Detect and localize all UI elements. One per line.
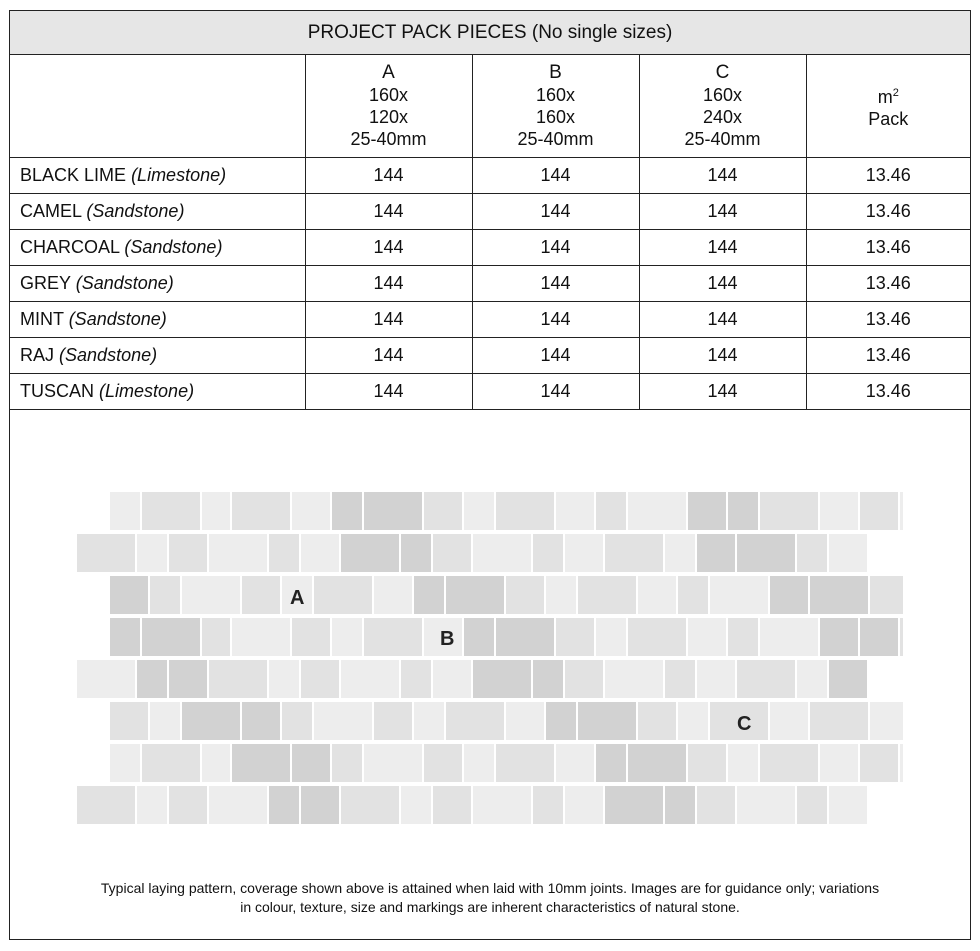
paving-stone [232, 492, 290, 530]
paving-stone [433, 534, 471, 572]
paving-stone [546, 576, 576, 614]
paving-stone [728, 744, 758, 782]
paving-stone [829, 786, 867, 824]
qty-b-cell: 144 [472, 266, 639, 302]
paving-stone [820, 744, 858, 782]
qty-b-cell: 144 [472, 302, 639, 338]
paving-stone [401, 660, 431, 698]
paving-stone [182, 702, 240, 740]
note-line-2: in colour, texture, size and markings are inherent characteristics of natural stone. [240, 899, 740, 915]
paving-stone [829, 534, 867, 572]
paving-stone [341, 660, 399, 698]
paving-stone [242, 576, 280, 614]
qty-a-cell: 144 [305, 230, 472, 266]
paving-stone [232, 618, 290, 656]
paving-stone [314, 576, 372, 614]
paving-stone [341, 534, 399, 572]
paving-stone [433, 786, 471, 824]
qty-c-cell: 144 [639, 266, 806, 302]
paving-stone [760, 618, 818, 656]
paving-stone [433, 660, 471, 698]
stone-type: (Sandstone) [75, 273, 174, 293]
paving-stone [533, 660, 563, 698]
paving-stone [697, 660, 735, 698]
stone-name: BLACK LIME [20, 165, 127, 185]
paving-stone [496, 492, 554, 530]
paving-stone [737, 534, 795, 572]
stone-name: MINT [20, 309, 64, 329]
paving-stone [110, 702, 148, 740]
paving-stone [688, 618, 726, 656]
paving-stone [728, 492, 758, 530]
col-size2: 120x [368, 107, 409, 127]
paving-stone [142, 492, 200, 530]
paving-stone [292, 492, 330, 530]
paving-stone [860, 618, 898, 656]
paving-stone [473, 786, 531, 824]
note-line-1: Typical laying pattern, coverage shown above is attained when laid with 10mm joints. Images are for guidance only; variations [100, 880, 880, 896]
paving-stone [242, 702, 280, 740]
paving-stone [332, 618, 362, 656]
paving-stone [506, 576, 544, 614]
paving-stone [401, 786, 431, 824]
paving-stone [446, 702, 504, 740]
pack-m2-cell: 13.46 [806, 338, 970, 374]
qty-a-cell: 144 [305, 374, 472, 410]
paving-stone [110, 618, 140, 656]
paving-stone [374, 702, 412, 740]
paving-stone [628, 744, 686, 782]
paving-stone [209, 660, 267, 698]
paving-stone [301, 534, 339, 572]
paving-stone [578, 576, 636, 614]
stone-type: (Sandstone) [124, 237, 223, 257]
paving-stone [697, 786, 735, 824]
paving-stone [565, 534, 603, 572]
paving-stone [332, 492, 362, 530]
paving-stone [533, 534, 563, 572]
paving-stone [578, 702, 636, 740]
paving-stone [137, 786, 167, 824]
paving-stone [605, 660, 663, 698]
paving-stone [77, 534, 135, 572]
col-size2: 160x [535, 107, 576, 127]
paving-stone [810, 576, 868, 614]
paving-stone [638, 702, 676, 740]
paving-stone [314, 702, 372, 740]
paving-stone [209, 534, 267, 572]
paving-stone [364, 492, 422, 530]
paving-stone [665, 534, 695, 572]
paving-stone [770, 576, 808, 614]
paving-stone [77, 786, 135, 824]
stone-name: TUSCAN [20, 381, 95, 401]
paving-stone [710, 576, 768, 614]
qty-b-cell: 144 [472, 374, 639, 410]
paving-stone [900, 492, 903, 530]
paving-stone [797, 534, 827, 572]
laying-pattern-image [10, 11, 970, 938]
paving-stone [900, 744, 903, 782]
pack-label: Pack [868, 109, 909, 129]
paving-stone [605, 786, 663, 824]
paving-stone [760, 492, 818, 530]
paving-stone [150, 576, 180, 614]
qty-a-cell: 144 [305, 338, 472, 374]
paving-stone [678, 702, 708, 740]
paving-stone [202, 618, 230, 656]
col-code: C [715, 62, 730, 83]
paving-stone [605, 534, 663, 572]
qty-a-cell: 144 [305, 194, 472, 230]
paving-stone [737, 786, 795, 824]
paving-stone [364, 744, 422, 782]
stone-name: CHARCOAL [20, 237, 120, 257]
paving-stone [870, 576, 903, 614]
paving-stone [414, 576, 444, 614]
paving-stone [374, 576, 412, 614]
paving-stone [473, 660, 531, 698]
paving-stone [414, 702, 444, 740]
stone-name: RAJ [20, 345, 55, 365]
paving-stone [137, 660, 167, 698]
pack-unit: $m^2$ [877, 87, 899, 107]
paving-stone [424, 744, 462, 782]
paving-stone [678, 576, 708, 614]
col-code: A [382, 62, 395, 83]
paving-stone [301, 786, 339, 824]
paving-stone [556, 744, 594, 782]
qty-a-cell: 144 [305, 302, 472, 338]
paving-stone [506, 702, 544, 740]
paving-stone [565, 660, 603, 698]
paving-stone [688, 744, 726, 782]
paving-stone [565, 786, 603, 824]
qty-c-cell: 144 [639, 338, 806, 374]
paving-stone [697, 534, 735, 572]
pack-m2-cell: 13.46 [806, 230, 970, 266]
stone-type: (Sandstone) [59, 345, 158, 365]
pattern-label-c: C [737, 713, 752, 735]
qty-b-cell: 144 [472, 338, 639, 374]
paving-stone [364, 618, 422, 656]
paving-stone [496, 744, 554, 782]
col-thickness: 25-40mm [517, 129, 594, 149]
paving-stone [770, 702, 808, 740]
qty-c-cell: 144 [639, 230, 806, 266]
paving-stone [77, 660, 135, 698]
paving-stone [728, 618, 758, 656]
paving-stone [820, 492, 858, 530]
spec-sheet [9, 10, 971, 940]
paving-stone [900, 618, 903, 656]
paving-stone [282, 702, 312, 740]
paving-stone [829, 660, 867, 698]
qty-b-cell: 144 [472, 230, 639, 266]
qty-a-cell: 144 [305, 158, 472, 194]
paving-stone [424, 492, 462, 530]
paving-stone [202, 492, 230, 530]
paving-stone [332, 744, 362, 782]
col-size1: 160x [535, 85, 576, 105]
paving-stone [182, 576, 240, 614]
stone-type: (Sandstone) [68, 309, 167, 329]
paving-stone [169, 786, 207, 824]
disclaimer-note [10, 879, 970, 917]
paving-stone [341, 786, 399, 824]
paving-stone [797, 786, 827, 824]
stone-name: CAMEL [20, 201, 82, 221]
qty-c-cell: 144 [639, 158, 806, 194]
stone-type: (Limestone) [131, 165, 227, 185]
paving-stone [473, 534, 531, 572]
table-title: PROJECT PACK PIECES (No single sizes) [10, 11, 970, 55]
paving-stone [269, 660, 299, 698]
stone-name: GREY [20, 273, 71, 293]
paving-stone [142, 618, 200, 656]
paving-stone [446, 576, 504, 614]
paving-stone [169, 660, 207, 698]
paving-stone [169, 534, 207, 572]
paving-stone [142, 744, 200, 782]
paving-stone [665, 660, 695, 698]
col-size1: 160x [368, 85, 409, 105]
paving-stone [110, 744, 140, 782]
paving-stone [292, 744, 330, 782]
pack-m2-cell: 13.46 [806, 194, 970, 230]
stone-type: (Sandstone) [86, 201, 185, 221]
paving-stone [464, 618, 494, 656]
qty-c-cell: 144 [639, 194, 806, 230]
col-size2: 240x [702, 107, 743, 127]
col-code: B [549, 62, 562, 83]
paving-stone [110, 492, 140, 530]
paving-stone [628, 492, 686, 530]
paving-stone [860, 492, 898, 530]
pack-m2-cell: 13.46 [806, 158, 970, 194]
pack-m2-cell: 13.46 [806, 266, 970, 302]
paving-stone [292, 618, 330, 656]
qty-c-cell: 144 [639, 302, 806, 338]
paving-stone [665, 786, 695, 824]
paving-stone [760, 744, 818, 782]
paving-stone [533, 786, 563, 824]
paving-stone [797, 660, 827, 698]
paving-stone [870, 702, 903, 740]
paving-stone [810, 702, 868, 740]
paving-stone [820, 618, 858, 656]
paving-stone [202, 744, 230, 782]
pattern-label-a: A [290, 587, 305, 609]
paving-stone [546, 702, 576, 740]
paving-stone [628, 618, 686, 656]
col-thickness: 25-40mm [350, 129, 427, 149]
paving-stone [150, 702, 180, 740]
paving-stone [269, 534, 299, 572]
qty-b-cell: 144 [472, 194, 639, 230]
paving-stone [688, 492, 726, 530]
col-size1: 160x [702, 85, 743, 105]
stone-type: (Limestone) [99, 381, 195, 401]
paving-stone [110, 576, 148, 614]
qty-c-cell: 144 [639, 374, 806, 410]
col-thickness: 25-40mm [684, 129, 761, 149]
pack-m2-cell: 13.46 [806, 302, 970, 338]
pattern-label-b: B [440, 628, 455, 650]
paving-stone [556, 618, 594, 656]
paving-stone [556, 492, 594, 530]
qty-b-cell: 144 [472, 158, 639, 194]
paving-stone [737, 660, 795, 698]
paving-stone [596, 744, 626, 782]
paving-stone [638, 576, 676, 614]
paving-stone [496, 618, 554, 656]
paving-stone [401, 534, 431, 572]
paving-stone [137, 534, 167, 572]
qty-a-cell: 144 [305, 266, 472, 302]
paving-stone [596, 492, 626, 530]
paving-stone [232, 744, 290, 782]
paving-stone [860, 744, 898, 782]
paving-stone [209, 786, 267, 824]
paving-stone [301, 660, 339, 698]
paving-stone [269, 786, 299, 824]
paving-stone [596, 618, 626, 656]
pack-m2-cell: 13.46 [806, 374, 970, 410]
paving-stone [464, 744, 494, 782]
paving-stone [464, 492, 494, 530]
